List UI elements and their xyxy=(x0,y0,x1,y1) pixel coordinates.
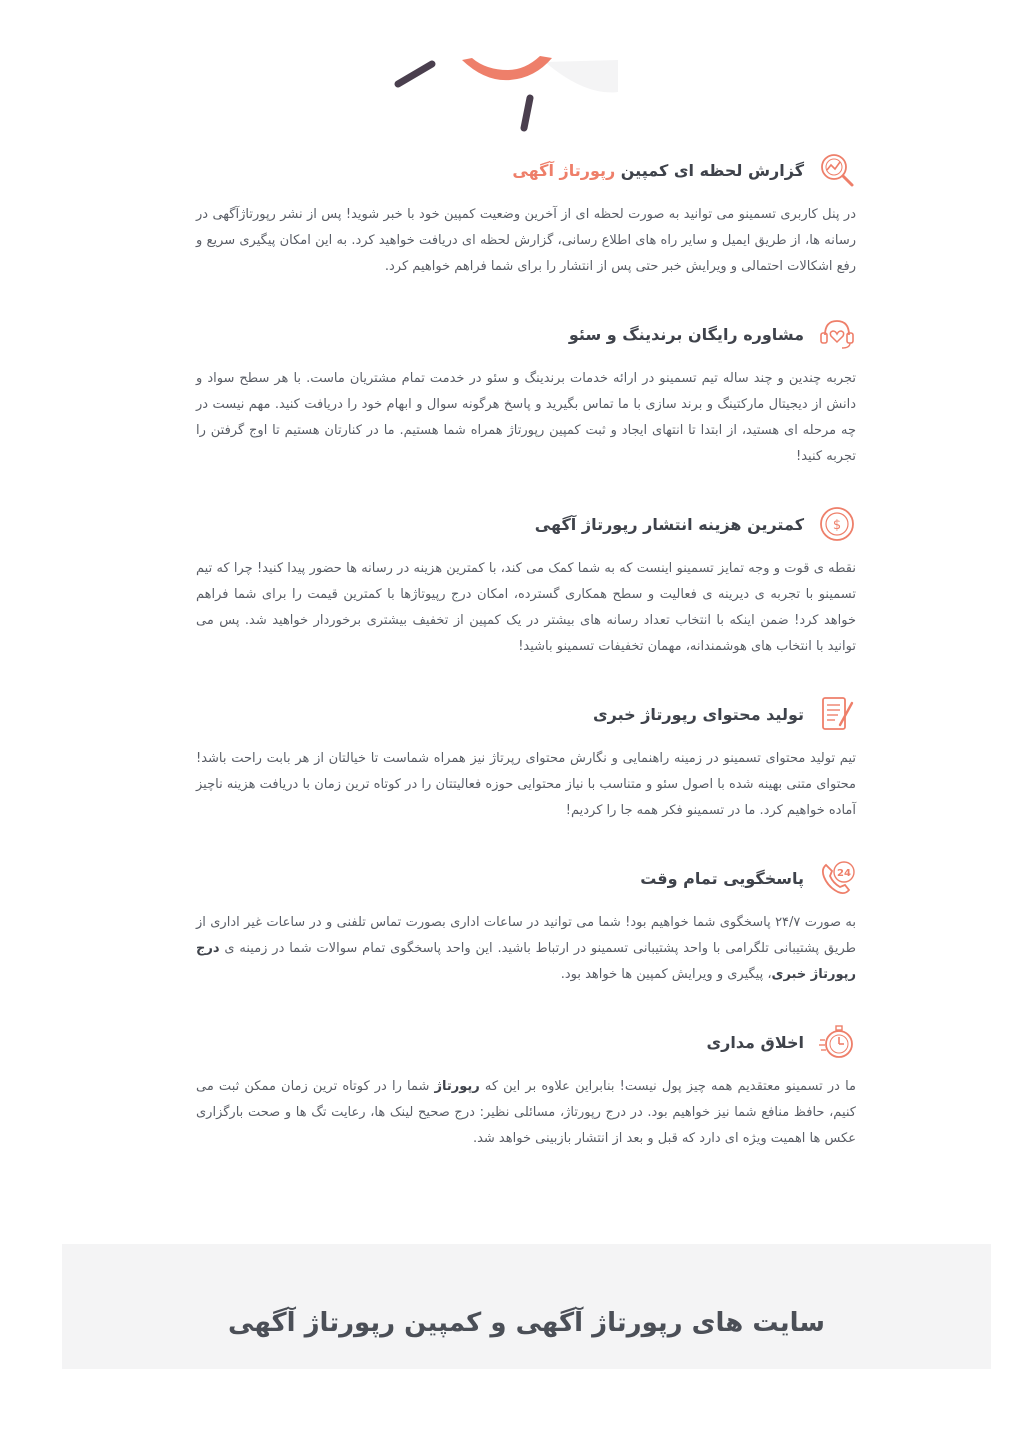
feature-header xyxy=(196,314,856,354)
stopwatch-icon xyxy=(818,1023,856,1061)
feature-title: تولید محتوای رپورتاژ خبری xyxy=(592,704,804,724)
coin-dollar-icon xyxy=(818,505,856,543)
feature-description xyxy=(196,1074,856,1152)
feature-title xyxy=(512,161,804,180)
feature-title-accent: رپورتاژ آگهی xyxy=(512,160,616,180)
feature-header xyxy=(196,694,856,734)
feature-free-consulting xyxy=(196,314,856,504)
feature-description-highlight: رپورتاژ xyxy=(434,1079,480,1094)
features-list xyxy=(196,150,856,1152)
feature-description-text: شما را در کوتاه ترین زمان ممکن ثبت می کنیم، حافظ منافع شما نیز خواهیم بود. در درج رپورتاژ، مسائلی نظیر: درج صحیح لینک ها، رعایت تگ ها و صحت بارگزاری عکس ها اهمیت ویژه ای دارد که قبل و بعد از انتشار بازبینی خواهد شد. xyxy=(196,1079,856,1146)
feature-description-text: ، پیگیری و ویرایش کمپین ها خواهد بود. xyxy=(560,967,772,982)
feature-realtime-report xyxy=(196,150,856,314)
feature-description-text: به صورت ۲۴/۷ پاسخگوی شما خواهیم بود! شما می توانید در ساعات اداری بصورت تماس تلفنی و در ساعات غیر اداری از طریق پشتیبانی تلگرامی با واحد پشتیبانی تسمینو در ارتباط باشید. این واحد پاسخگوی تمام سوالات شما در زمینه ی xyxy=(196,915,857,956)
feature-description: تیم تولید محتوای تسمینو در زمینه راهنمایی و نگارش محتوای رپرتاژ نیز همراه شماست تا خیالتان از هر بابت راحت باشد! محتوای متنی بهینه شده با اصول سئو و متناسب با نیاز محتوایی حوزه فعالیتتان را در کوتاه ترین زمان با دریافت هزینه ناچیز آماده خواهیم کرد. ما در تسمینو فکر همه جا را کردیم! xyxy=(196,751,856,818)
feature-header xyxy=(196,1022,856,1062)
feature-description: در پنل کاربری تسمینو می توانید به صورت لحظه ای از آخرین وضعیت کمپین خود با خبر شوید! پس از نشر رپورتاژآگهی در رسانه ها، از طریق ایمیل و سایر راه های اطلاع رسانی، گزارش لحظه ای دریافت خواهید کرد. به این امکان پیگیری سریع و رفع اشکالات احتمالی و ویرایش خبر حتی پس از انتشار را برای شما فراهم خواهیم کرد. xyxy=(196,207,856,274)
feature-description: تجربه چندین و چند ساله تیم تسمینو در ارائه خدمات برندینگ و سئو در خدمت تمام مشتریان ماست. با هر سطح سواد و دانش از دیجیتال مارکتینگ و برند سازی با ما تماس بگیرید و پاسخ هرگونه سوال و ابهام خود را دریافت کنید. مهم نیست در چه مرحله ای هستید، از ابتدا تا انتهای ایجاد و ثبت کمپین رپورتاژ همراه شما هستیم. ما در کنارتان هستیم تا اوج گرفتن را تجربه کنید! xyxy=(196,371,856,464)
feature-lowest-cost xyxy=(196,504,856,694)
feature-ethics xyxy=(196,1022,856,1152)
feature-title: کمترین هزینه انتشار رپورتاژ آگهی xyxy=(534,514,804,534)
feature-full-time-support xyxy=(196,858,856,1022)
feature-title: پاسخگویی تمام وقت xyxy=(640,868,804,888)
section-banner xyxy=(62,1244,991,1369)
feature-header xyxy=(196,504,856,544)
section-title: سایت های رپورتاژ آگهی و کمپین رپورتاژ آگهی xyxy=(228,1308,825,1338)
feature-title: اخلاق مداری xyxy=(706,1032,804,1052)
svg-text:24: 24 xyxy=(837,868,851,879)
magnifier-chart-icon xyxy=(818,151,856,189)
svg-text:$: $ xyxy=(832,518,842,533)
feature-description-highlight: درج رپورتاژ خبری xyxy=(196,941,856,982)
document-pen-icon xyxy=(818,695,856,733)
hero-illustration xyxy=(0,0,1024,140)
feature-header xyxy=(196,150,856,190)
feature-title: مشاوره رایگان برندینگ و سئو xyxy=(568,324,804,344)
feature-description: نقطه ی قوت و وجه تمایز تسمینو اینست که به شما کمک می کند، با کمترین هزینه در رسانه ها حضور پیدا کنید! چرا که تیم تسمینو با تجربه ی دیرینه ی فعالیت و سطح همکاری گسترده، امکان درج رپیوتاژها با کمترین قیمت را برای شما فراهم خواهد کرد! ضمن اینکه با انتخاب تعداد رسانه های بیشتر در یک کمپین از تخفیف بیشتری برخوردار خواهید شد. پس می توانید با انتخاب های هوشمندانه، مهمان تخفیفات تسمینو باشید! xyxy=(196,561,856,654)
feature-title-text: گزارش لحظه ای کمپین xyxy=(620,160,804,180)
phone-24-icon xyxy=(818,859,856,897)
feature-description xyxy=(196,910,856,988)
feature-header xyxy=(196,858,856,898)
feature-description-text: ما در تسمینو معتقدیم همه چیز پول نیست! بنابراین علاوه بر این که xyxy=(479,1079,856,1094)
headset-heart-icon xyxy=(818,315,856,353)
feature-content-production xyxy=(196,694,856,858)
